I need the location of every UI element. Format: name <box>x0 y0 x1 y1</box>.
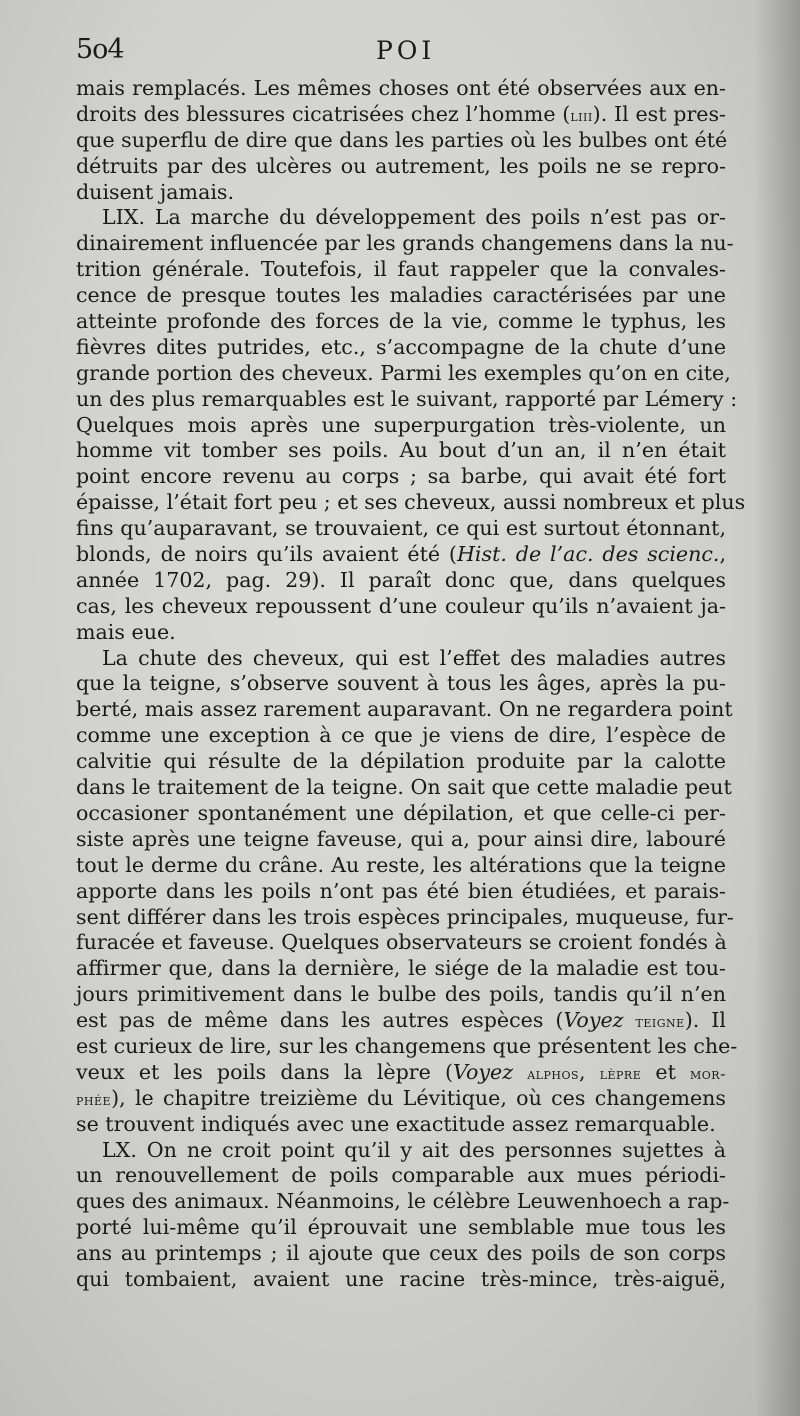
text-line <box>76 128 726 154</box>
text-line <box>76 1163 726 1189</box>
text-line <box>76 1189 730 1215</box>
text-run: et <box>641 1059 690 1084</box>
italic-text: Voyez <box>563 1008 624 1033</box>
text-run: un renouvellement de poils comparable aux mues périodi- <box>76 1163 726 1188</box>
text-run: atteinte profonde des forces de la vie, comme le typhus, les <box>76 309 726 334</box>
text-run: apporte dans les poils n’ont pas été bien étudiées, et parais- <box>76 878 726 903</box>
body-text <box>76 76 746 1293</box>
text-run: duisent jamais. <box>76 179 235 204</box>
text-line <box>76 775 732 801</box>
text-line <box>76 309 726 335</box>
text-line <box>76 827 726 853</box>
text-line <box>76 1033 738 1060</box>
text-line <box>76 956 726 982</box>
text-run: cence de presque toutes les maladies caractérisées par une <box>76 283 726 308</box>
text-run: année 1702, pag. 29). Il paraît donc que, dans quelques <box>76 567 726 592</box>
text-line <box>76 1086 726 1112</box>
text-line <box>76 1008 726 1034</box>
text-line <box>76 1060 726 1086</box>
text-run: furacée et faveuse. Quelques observateurs se croient fondés à <box>76 930 727 955</box>
text-line <box>76 646 726 672</box>
text-run: fièvres dites putrides, etc., s’accompagne de la chute d’une <box>76 334 726 359</box>
text-run: siste après une teigne faveuse, qui a, pour ainsi dire, labouré <box>76 826 726 851</box>
page-header <box>76 34 726 74</box>
text-run: LX. On ne croit point qu’il y ait des personnes sujettes à <box>102 1137 726 1162</box>
text-line <box>76 1241 726 1267</box>
text-line <box>76 386 738 413</box>
text-run: cas, les cheveux repoussent d’une couleur qu’ils n’avaient ja- <box>76 593 726 618</box>
text-run: ). Il est pres- <box>592 101 726 126</box>
text-line <box>76 1215 726 1241</box>
text-run: sent différer dans les trois espèces principales, muqueuse, fur- <box>76 904 734 929</box>
small-caps-text: alphos <box>527 1063 579 1083</box>
text-line <box>76 930 726 956</box>
text-line <box>76 205 726 231</box>
text-run: veux et les poils dans la lèpre ( <box>76 1059 453 1084</box>
text-run: un des plus remarquables est le suivant, rapporté par Lémery : <box>76 386 738 411</box>
text-line <box>76 360 731 387</box>
text-run: jours primitivement dans le bulbe des poils, tandis qu’il n’en <box>76 982 726 1007</box>
text-run: se trouvent indiqués avec une exactitude assez remarquable. <box>76 1111 716 1136</box>
text-run <box>624 1008 636 1032</box>
text-line <box>76 671 726 697</box>
small-caps-text: mor- <box>690 1063 726 1083</box>
small-caps-text: liii <box>570 105 593 125</box>
text-run: blonds, de noirs qu’ils avaient été ( <box>76 542 457 567</box>
text-run: LIX. La marche du développement des poils n’est pas or- <box>102 205 726 230</box>
text-run: berté, mais assez rarement auparavant. On ne regardera point <box>76 697 733 722</box>
text-run: ans au printemps ; il ajoute que ceux des poils de son corps <box>76 1241 726 1266</box>
text-run: dinairement influencée par les grands changemens dans la nu- <box>76 231 734 256</box>
text-line <box>76 231 734 257</box>
running-head: POI <box>376 36 436 65</box>
text-line <box>76 853 726 879</box>
text-run: La chute des cheveux, qui est l’effet des maladies autres <box>102 645 726 670</box>
text-line <box>76 76 726 102</box>
text-line <box>76 283 726 309</box>
text-run: grande portion des cheveux. Parmi les exemples qu’on en cite, <box>76 360 731 385</box>
text-run: ques des animaux. Néanmoins, le célèbre Leuwenhoech a rap- <box>76 1189 730 1214</box>
text-run: épaisse, l’était fort peu ; et ses cheveux, aussi nombreux et plus <box>76 490 746 515</box>
text-run: ), le chapitre treizième du Lévitique, où ces changemens <box>111 1085 726 1110</box>
text-run: droits des blessures cicatrisées chez l’homme ( <box>76 101 571 126</box>
text-line <box>76 1138 726 1164</box>
italic-text: Voyez <box>453 1059 514 1084</box>
text-run: porté lui-même qu’il éprouvait une semblable mue tous les <box>76 1215 726 1240</box>
text-line <box>76 879 726 905</box>
text-line <box>76 542 726 568</box>
page-number: 5o4 <box>76 34 124 65</box>
text-line <box>76 464 726 490</box>
text-run: détruits par des ulcères ou autrement, les poils ne se repro- <box>76 153 726 178</box>
text-line <box>76 1112 726 1138</box>
text-run: point encore revenu au corps ; sa barbe, qui avait été fort <box>76 464 726 489</box>
text-line <box>76 697 733 723</box>
text-line <box>76 516 726 542</box>
text-run: que superflu de dire que dans les parties où les bulbes ont été <box>76 127 728 152</box>
text-run: tout le derme du crâne. Au reste, les altérations que la teigne <box>76 852 726 877</box>
text-run <box>513 1060 527 1084</box>
text-line <box>76 1267 726 1293</box>
text-line <box>76 620 726 646</box>
text-run: calvitie qui résulte de la dépilation produite par la calotte <box>76 749 726 774</box>
text-line <box>76 594 726 620</box>
text-line <box>76 723 726 749</box>
text-line <box>76 490 746 516</box>
text-line <box>76 413 726 439</box>
text-line <box>76 982 726 1008</box>
text-run: mais remplacés. Les mêmes choses ont été observées aux en- <box>76 76 726 100</box>
text-line <box>76 749 726 775</box>
text-line <box>76 438 726 464</box>
page-edge-shadow <box>754 0 800 1416</box>
text-run: qui tombaient, avaient une racine très-mince, très-aiguë, <box>76 1266 726 1291</box>
text-line <box>76 102 726 128</box>
text-run: occasioner spontanément une dépilation, et que celle-ci per- <box>76 800 726 825</box>
text-run: ). Il <box>684 1008 726 1033</box>
text-run: affirmer que, dans la dernière, le siége de la maladie est tou- <box>76 956 726 981</box>
text-run: homme vit tomber ses poils. Au bout d’un an, il n’en était <box>76 438 726 463</box>
text-run: mais eue. <box>76 619 176 644</box>
text-run: que la teigne, s’observe souvent à tous les âges, après la pu- <box>76 671 726 696</box>
text-run: dans le traitement de la teigne. On sait que cette maladie peut <box>76 775 732 800</box>
small-caps-text: phée <box>76 1089 112 1109</box>
text-run: comme une exception à ce que je viens de dire, l’espèce de <box>76 723 726 748</box>
text-line <box>76 180 726 206</box>
text-run: , <box>579 1059 600 1084</box>
text-line <box>76 904 734 931</box>
small-caps-text: teigne <box>635 1012 685 1032</box>
italic-text: Hist. de l’ac. des scienc. <box>456 542 720 567</box>
text-line <box>76 568 726 594</box>
text-run: est curieux de lire, sur les changemens que présentent les che- <box>76 1033 738 1058</box>
text-run: est pas de même dans les autres espèces ( <box>76 1008 564 1033</box>
text-run: trition générale. Toutefois, il faut rappeler que la convales- <box>76 257 726 282</box>
text-line <box>76 335 726 361</box>
text-run: Quelques mois après une superpurgation très-violente, un <box>76 412 726 437</box>
small-caps-text: lèpre <box>599 1063 642 1083</box>
text-line <box>76 154 726 180</box>
text-run: , <box>719 542 726 567</box>
text-line <box>76 257 726 283</box>
text-run: fins qu’auparavant, se trouvaient, ce qui est surtout étonnant, <box>76 516 726 541</box>
text-line <box>76 801 726 827</box>
